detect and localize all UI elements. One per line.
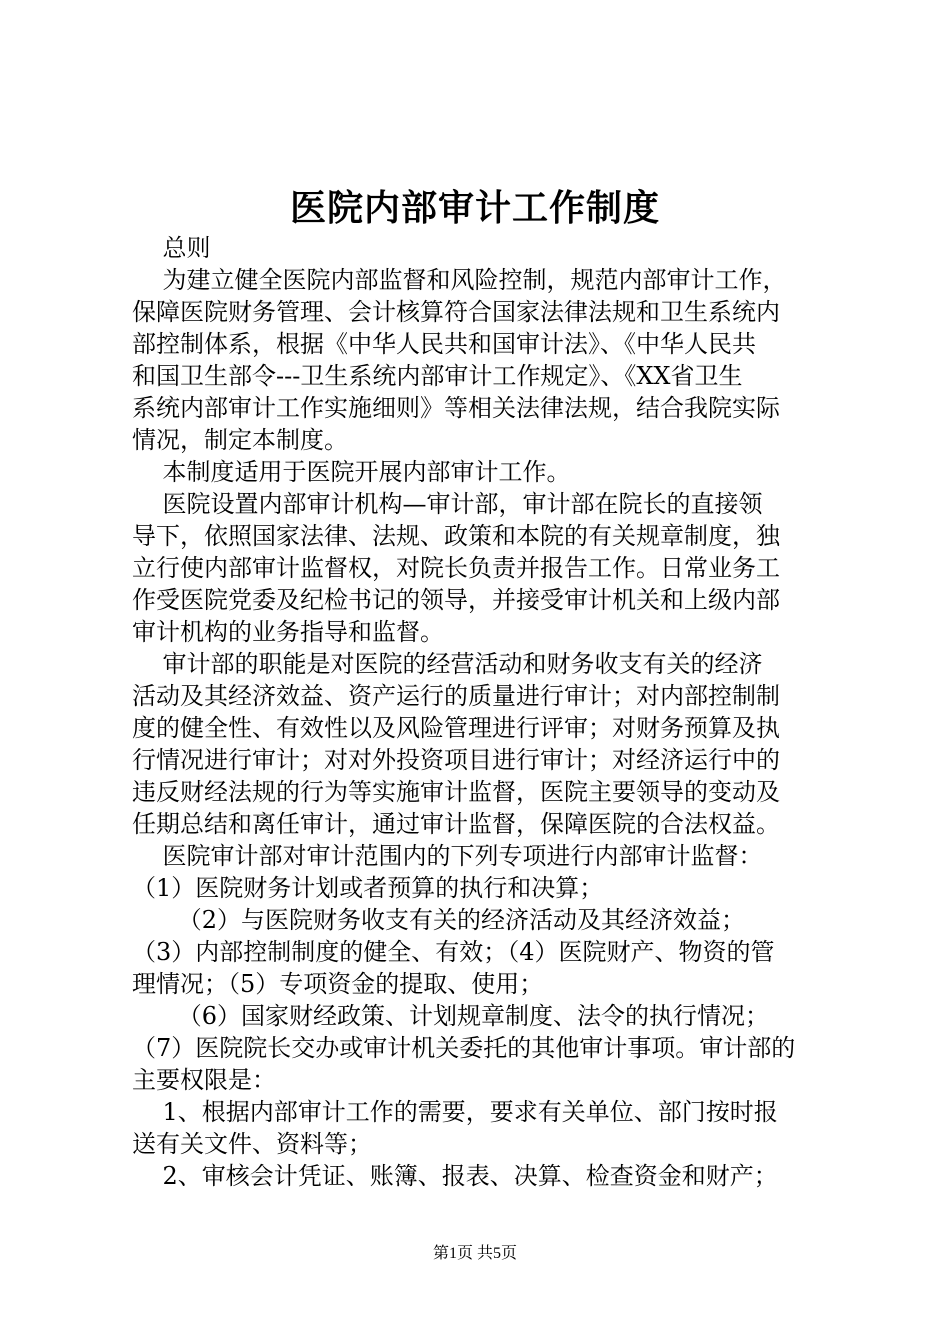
document-body: [132, 232, 844, 1192]
document-title: 医院内部审计工作制度: [289, 187, 660, 229]
text-line: 任期总结和离任审计，通过审计监督，保障医院的合法权益。: [132, 810, 780, 838]
text-line: 本制度适用于医院开展内部审计工作。: [132, 458, 571, 486]
text-line: （3）内部控制制度的健全、有效；（4）医院财产、物资的管: [132, 938, 775, 966]
text-line: 和国卫生部令---卫生系统内部审计工作规定》、《XX省卫生: [132, 362, 743, 390]
text-line: 医院审计部对审计范围内的下列专项进行内部审计监督：: [132, 842, 763, 870]
text-line: 医院设置内部审计机构—审计部，审计部在院长的直接领: [132, 490, 763, 518]
text-line: 立行使内部审计监督权，对院长负责并报告工作。日常业务工: [132, 554, 780, 582]
text-line: 违反财经法规的行为等实施审计监督，医院主要领导的变动及: [132, 778, 780, 806]
text-line: 送有关文件、资料等；: [132, 1130, 372, 1158]
text-line: 活动及其经济效益、资产运行的质量进行审计；对内部控制制: [132, 682, 780, 710]
text-line: （1）医院财务计划或者预算的执行和决算；: [132, 874, 604, 902]
text-line: （6）国家财经政策、计划规章制度、法令的执行情况；: [132, 1002, 770, 1030]
text-line: 导下，依照国家法律、法规、政策和本院的有关规章制度，独: [132, 522, 780, 550]
text-line: 情况，制定本制度。: [132, 426, 348, 454]
text-line: （2）与医院财务收支有关的经济活动及其经济效益；: [132, 906, 746, 934]
text-line: （7）医院院长交办或审计机关委托的其他审计事项。审计部的: [132, 1034, 796, 1062]
text-line: 为建立健全医院内部监督和风险控制，规范内部审计工作，: [132, 266, 787, 294]
text-line: 行情况进行审计；对对外投资项目进行审计；对经济运行中的: [132, 746, 780, 774]
text-line: 保障医院财务管理、会计核算符合国家法律法规和卫生系统内: [132, 298, 780, 326]
text-line: 2、审核会计凭证、账簿、报表、决算、检查资金和财产；: [132, 1162, 778, 1190]
text-line: 系统内部审计工作实施细则》等相关法律法规，结合我院实际: [132, 394, 780, 422]
text-line: 审计部的职能是对医院的经营活动和财务收支有关的经济: [132, 650, 763, 678]
text-line: 理情况；（5）专项资金的提取、使用；: [132, 970, 544, 998]
page-footer: 第1页 共5页: [432, 1245, 517, 1262]
text-line: 1、根据内部审计工作的需要，要求有关单位、部门按时报: [132, 1098, 778, 1126]
text-line: 度的健全性、有效性以及风险管理进行评审；对财务预算及执: [132, 714, 780, 742]
text-line: 主要权限是：: [132, 1066, 276, 1094]
text-line: 总则: [132, 234, 211, 262]
text-line: 部控制体系，根据《中华人民共和国审计法》、《中华人民共: [132, 330, 756, 358]
text-line: 审计机构的业务指导和监督。: [132, 618, 444, 646]
text-line: 作受医院党委及纪检书记的领导，并接受审计机关和上级内部: [132, 586, 780, 614]
